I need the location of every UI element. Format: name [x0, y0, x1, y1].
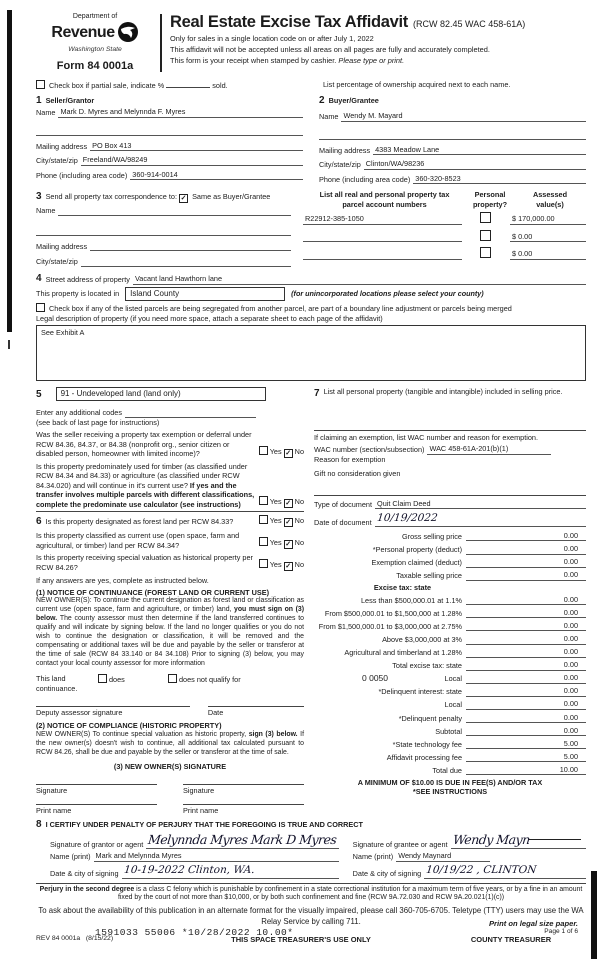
additional-codes-label: Enter any additional codes	[36, 408, 122, 418]
see-instructions-note: *SEE INSTRUCTIONS	[412, 787, 488, 797]
fee-amount[interactable]: 0.00	[466, 660, 586, 670]
exemption-question: Was the seller receiving a property tax exemption or deferral under RCW 84.36, 84.37, or 84.38 (nonprofit org., senior citizen or disabled person, homeowner with limited income)? Yes ✓ No	[36, 430, 304, 459]
buyer-mailing-label: Mailing address	[319, 145, 371, 155]
seller-phone-field[interactable]: 360-914-0014	[130, 170, 303, 180]
fee-row: Total due 10.00	[314, 765, 586, 775]
correspondence-section	[36, 190, 291, 266]
street-address-label: Street address of property	[45, 275, 130, 285]
buyer-section	[319, 94, 586, 184]
parcel-table	[303, 190, 586, 266]
grantee-print-label: Name (print)	[352, 852, 394, 862]
fees-table	[314, 531, 586, 775]
parcel-row	[303, 247, 586, 259]
corr-mailing-field[interactable]	[90, 242, 291, 251]
section-1-number: 1	[36, 95, 42, 107]
current-use-question: Is this property classified as current use (open space, farm and agricultural, or timber) land per RCW 84.34? Yes ✓ No	[36, 531, 304, 550]
personal-property-checkbox[interactable]	[480, 230, 491, 241]
wac-number-field[interactable]: WAC 458-61A-201(b)(1)	[427, 444, 551, 454]
form-number: Form 84 0001a	[56, 60, 134, 73]
fee-amount[interactable]: 0.00	[466, 621, 586, 631]
buyer-phone-label: Phone (including area code)	[319, 174, 411, 184]
revenue-swirl-icon	[117, 21, 139, 45]
partial-percent-field[interactable]	[166, 87, 210, 88]
divider	[36, 883, 586, 884]
same-as-buyer-checkbox[interactable]: ✓	[180, 195, 187, 203]
rev-number: REV 84 0001a (8/15/22)	[36, 934, 114, 942]
buyer-phone-field[interactable]: 360-320-8523	[413, 174, 586, 184]
fee-row: Exemption claimed (deduct) 0.00	[314, 557, 586, 567]
personal-property-section	[314, 387, 586, 400]
section-2-number: 2	[319, 95, 325, 107]
perjury-note: Perjury in the second degree is a class C felony which is punishable by confinement in a state correctional institution for a maximum term of five years, or by a fine in an amount fixed by the court of not more than $10,000, or by both such confinement and fine (RCW 9A.72.030 and RCW 9A.20.021(1)(c))	[39, 885, 583, 902]
no-checkbox[interactable]: ✓	[285, 519, 292, 527]
fee-row: Affidavit processing fee 5.00	[314, 752, 586, 762]
fee-amount[interactable]: 10.00	[466, 765, 586, 775]
washington-state-label: Washington State	[68, 45, 122, 53]
historic-question: Is this property receiving special valuation as historical property per RCW 84.26? Yes ✓ No	[36, 553, 304, 572]
personal-property-checkbox[interactable]	[480, 212, 491, 223]
owner-print-row	[36, 804, 304, 815]
sold-label: sold.	[212, 80, 228, 90]
located-in-label: This property is located in	[36, 289, 120, 299]
grantor-print-label: Name (print)	[50, 852, 91, 862]
owner-signature-field[interactable]: Signature	[36, 784, 157, 795]
dor-logo	[36, 12, 154, 74]
treasurer-use-label: THIS SPACE TREASURER'S USE ONLY	[231, 934, 371, 944]
section-4-number: 4	[36, 272, 42, 284]
fee-row: Taxable selling price 0.00	[314, 570, 586, 580]
deputy-row	[36, 706, 304, 717]
header-subline-2: This affidavit will not be accepted unless all areas on all pages are fully and accurately completed.	[170, 45, 490, 55]
fee-row: From $1,500,000.01 to $3,000,000 at 2.75% 0.00	[314, 621, 586, 631]
legal-description-label: Legal description of property (if you need more space, attach a separate sheet to each page of the affidavit)	[36, 314, 383, 324]
owner-signature-field[interactable]: Signature	[183, 784, 304, 795]
seller-name-field[interactable]: Mark D. Myres and Melynnda F. Myres	[58, 107, 303, 117]
continuance-qualify-row: This land does does not qualify for	[36, 673, 241, 684]
cashier-stamp: 1591033 55006 *10/28/2022 10.00*	[95, 926, 294, 938]
corr-mailing-label: Mailing address	[36, 241, 88, 251]
parcel-row	[303, 230, 586, 242]
section-3-number: 3	[36, 191, 42, 203]
forest-land-question: 6 Is this property designated as forest land per RCW 84.33? Yes ✓ No	[36, 516, 304, 528]
fee-amount[interactable]: 0.00	[466, 557, 586, 567]
doc-date-label: Date of document	[314, 517, 372, 527]
fee-amount[interactable]: 0.00	[466, 647, 586, 657]
doc-type-field[interactable]: Quit Claim Deed	[375, 499, 586, 509]
no-checkbox[interactable]: ✓	[285, 541, 292, 549]
continuance-word: continuance.	[36, 684, 78, 694]
doc-type-label: Type of document	[314, 499, 373, 509]
divider	[36, 511, 304, 512]
notice-continuance-title: (1) NOTICE OF CONTINUANCE (FOREST LAND OR CURRENT USE)	[36, 587, 270, 597]
owner-print-field[interactable]: Print name	[36, 804, 157, 815]
corr-name-field-2[interactable]	[36, 227, 291, 236]
assessed-value-field[interactable]: $ 0.00	[510, 249, 586, 259]
print-note: Print on legal size paper.	[488, 918, 578, 928]
scan-artifact-bar	[591, 871, 597, 959]
fee-amount[interactable]: 5.00	[466, 739, 586, 749]
no-checkbox[interactable]: ✓	[285, 500, 292, 508]
corr-city-label: City/state/zip	[36, 257, 78, 267]
grantor-signature-field[interactable]: Melynnda Myres Mark D Myres	[146, 832, 338, 849]
parcel-number-field[interactable]	[303, 251, 462, 260]
ownership-note: List percentage of ownership acquired next to each name.	[323, 79, 511, 89]
yes-checkbox[interactable]	[259, 496, 268, 505]
certification-section	[36, 818, 586, 878]
left-column	[36, 387, 304, 815]
revenue-wordmark: Revenue	[51, 23, 115, 41]
buyer-name-field[interactable]: Wendy M. Mayard	[341, 111, 586, 121]
fee-amount[interactable]: 0.00	[466, 544, 586, 554]
grantor-date-field[interactable]: 10-19-2022 Clinton, WA.	[122, 864, 339, 879]
page-number: Page 1 of 6	[544, 928, 578, 936]
grantor-sig-label: Signature of grantor or agent	[50, 839, 144, 849]
doc-date-field[interactable]: 10/19/2022	[375, 512, 586, 527]
county-note: (for unincorporated locations please select your county)	[291, 289, 484, 299]
notice-continuance-body: NEW OWNER(S): To continue the current designation as forest land or classification as current use (open space, farm and agriculture, or timber) land, you must sign on (3) below. The county assessor must then determine if the land transferred continues to qualify and will indicate by signing below. If the land no longer qualifies or you do not wish to continue the designation or classification, it will be removed and the compensating or additional taxes will be due and payable by the seller or transferor at the time of sale (RCW 84 33.140 or 84 34.108) Prior to signing (3) below, you may contact your local county assessor for more information	[36, 597, 304, 667]
property-address-section	[36, 272, 586, 381]
legal-description-field[interactable]: See Exhibit A	[36, 325, 586, 381]
partial-sale-label: Check box if partial sale, indicate %	[49, 80, 165, 90]
fee-row: Subtotal 0.00	[314, 726, 586, 736]
assessed-value-field[interactable]: $ 170,000.00	[510, 214, 586, 224]
wac-number-label: WAC number (section/subsection)	[314, 445, 425, 455]
fee-amount[interactable]: 0.00	[466, 595, 586, 605]
buyer-name-field-2[interactable]	[319, 131, 586, 140]
fee-row: *Personal property (deduct) 0.00	[314, 544, 586, 554]
fee-row: *State technology fee 5.00	[314, 739, 586, 749]
owner-signature-row	[36, 784, 304, 795]
see-back-note: (see back of last page for instructions)	[36, 417, 160, 427]
fee-row: Total excise tax: state 0.00	[314, 660, 586, 670]
county-select[interactable]: Island County	[125, 287, 285, 301]
predominate-use-question: Is this property predominately used for timber (as classified under RCW 84.34 and 84.33) or agriculture (as classified under RCW 84.34.020) and will continue in it's current use? If yes and the transfer involves multiple parcels with different classifications, complete the predominate use calculator (see instructions) Yes ✓ No	[36, 461, 304, 509]
fee-row: Agricultural and timberland at 1.28% 0.00	[314, 647, 586, 657]
section-5-number: 5	[36, 388, 42, 400]
certify-statement: I CERTIFY UNDER PENALTY OF PERJURY THAT THE FOREGOING IS TRUE AND CORRECT	[45, 820, 363, 830]
county-treasurer-label: COUNTY TREASURER	[470, 934, 552, 944]
grantee-date-field[interactable]: 10/19/22 , CLINTON	[424, 864, 586, 879]
fee-row: Less than $500,000.01 at 1.1% 0.00	[314, 595, 586, 605]
land-use-code-select[interactable]: 91 - Undeveloped land (land only)	[56, 387, 266, 401]
owner-print-field[interactable]: Print name	[183, 804, 304, 815]
parcel-header: List all real and personal property tax parcel account numbers	[319, 190, 450, 209]
header-divider	[160, 14, 162, 72]
fee-row: From $500,000.01 to $1,500,000 at 1.28% 0.00	[314, 608, 586, 618]
fee-amount[interactable]: 0.00	[466, 699, 586, 709]
fee-amount[interactable]: 0.00	[466, 531, 586, 541]
partial-sale-checkbox[interactable]	[36, 80, 45, 89]
yes-checkbox[interactable]	[259, 515, 268, 524]
yes-checkbox[interactable]	[259, 559, 268, 568]
parcel-number-field[interactable]	[303, 233, 462, 242]
seller-mailing-label: Mailing address	[36, 141, 88, 151]
grantee-print-field[interactable]: Wendy Maynard	[396, 851, 490, 861]
segregated-label: Check box if any of the listed parcels are being segregated from another parcel, are part of a boundary line adjustment or parcels being merged	[49, 303, 512, 313]
fee-row: Gross selling price 0.00	[314, 531, 586, 541]
seller-name-field-2[interactable]	[36, 127, 303, 136]
correspondence-intro: Send all property tax correspondence to:	[45, 192, 177, 202]
corr-city-field[interactable]	[81, 258, 291, 267]
grantee-sig-label: Signature of grantee or agent	[352, 839, 448, 849]
fee-amount[interactable]: 0.00	[466, 726, 586, 736]
section-8-number: 8	[36, 819, 42, 831]
personal-property-header: Personal property?	[472, 190, 508, 209]
fee-amount[interactable]: 0.00	[466, 686, 586, 696]
form-header	[36, 12, 586, 74]
header-subline-1: Only for sales in a single location code on or after July 1, 2022	[170, 34, 374, 44]
local-rate: 0 0050	[362, 672, 388, 683]
yes-checkbox[interactable]	[259, 446, 268, 455]
reason-exemption-value[interactable]: Gift no consideration given	[314, 469, 401, 479]
does-not-checkbox[interactable]	[168, 674, 177, 683]
does-checkbox[interactable]	[98, 674, 107, 683]
no-checkbox[interactable]: ✓	[285, 563, 292, 571]
grantee-signing-block	[353, 832, 586, 878]
grantee-signature-field[interactable]: Wendy Mayn	[451, 832, 586, 849]
scan-artifact-bar	[7, 10, 12, 332]
parcel-row	[303, 212, 586, 224]
parcel-number-field[interactable]: R22912-385-1050	[303, 214, 462, 224]
minimum-due-note: A MINIMUM OF $10.00 IS DUE IN FEE(S) AND/OR TAX	[357, 777, 543, 787]
buyer-city-field[interactable]: Clinton/WA/98236	[364, 159, 586, 169]
segregated-checkbox[interactable]	[36, 303, 45, 312]
form-title-ref: (RCW 82.45 WAC 458-61A)	[413, 19, 526, 29]
yes-checkbox[interactable]	[259, 537, 268, 546]
assessed-value-field[interactable]: $ 0.00	[510, 232, 586, 242]
header-subline-3: This form is your receipt when stamped by cashier. Please type or print.	[170, 55, 405, 65]
no-checkbox[interactable]: ✓	[285, 449, 292, 457]
seller-section	[36, 94, 303, 184]
exemption-note: If claiming an exemption, list WAC number and reason for exemption.	[314, 432, 539, 442]
new-owners-signature-title: (3) NEW OWNER(S) SIGNATURE	[113, 761, 227, 771]
if-yes-note: If any answers are yes, complete as instructed below.	[36, 576, 209, 586]
fee-amount[interactable]: 0.00	[466, 634, 586, 644]
divider	[314, 430, 586, 431]
print-note-block	[489, 919, 578, 937]
seller-mailing-field[interactable]: PO Box 413	[90, 141, 303, 151]
fee-amount[interactable]: 0.00	[466, 713, 586, 723]
same-as-buyer-label: Same as Buyer/Grantee	[192, 192, 271, 202]
deputy-signature-field[interactable]: Deputy assessor signature	[36, 706, 190, 717]
alt-format-note: To ask about the availability of this publication in an alternate format for the visually impaired, please call 360-705-6705. Teletype (TTY) users may use the WA Relay Service by calling 711.	[38, 906, 584, 926]
seller-title: Seller/Grantor	[45, 96, 95, 106]
scan-artifact-tick	[8, 340, 10, 349]
seller-phone-label: Phone (including area code)	[36, 170, 128, 180]
divider	[314, 495, 586, 496]
grantor-date-label: Date & city of signing	[50, 869, 119, 879]
fee-amount[interactable]: 5.00	[466, 752, 586, 762]
notice-compliance-title: (2) NOTICE OF COMPLIANCE (HISTORIC PROPERTY)	[36, 721, 222, 731]
reason-exemption-label: Reason for exemption	[314, 454, 386, 464]
personal-property-checkbox[interactable]	[480, 247, 491, 258]
deputy-date-field[interactable]: Date	[208, 706, 304, 717]
corr-name-field[interactable]	[58, 207, 291, 216]
buyer-name-label: Name	[319, 112, 339, 122]
buyer-title: Buyer/Grantee	[328, 96, 379, 106]
section-6-number: 6	[36, 516, 42, 528]
grantor-signing-block	[36, 832, 339, 878]
corr-name-label: Name	[36, 206, 56, 216]
buyer-city-label: City/state/zip	[319, 160, 361, 170]
seller-city-label: City/state/zip	[36, 156, 78, 166]
additional-codes-field[interactable]	[125, 409, 256, 418]
fee-row: *Delinquent penalty 0.00	[314, 713, 586, 723]
fee-row: Above $3,000,000 at 3% 0.00	[314, 634, 586, 644]
form-title: Real Estate Excise Tax Affidavit	[170, 13, 409, 31]
notice-compliance-body: NEW OWNER(S) To continue special valuation as historic property, sign (3) below. If the new owner(s) doesn't wish to continue, all additional tax calculated pursuant to RCW 84.26, shall be due and payable by the seller or transferor at the time of sale.	[36, 730, 304, 756]
fee-row: Local 0.00	[314, 699, 586, 709]
excise-tax-heading: Excise tax: state	[373, 583, 432, 593]
fee-amount[interactable]: 0.00	[466, 608, 586, 618]
section-7-number: 7	[314, 387, 320, 399]
fee-amount[interactable]: 0.00	[466, 570, 586, 580]
personal-property-title: List all personal property (tangible and intangible) included in selling price.	[323, 386, 563, 396]
fee-row-local: 0 0050 Local 0.00	[314, 673, 586, 683]
grantor-print-field[interactable]: Mark and Melynnda Myres	[94, 851, 339, 861]
seller-name-label: Name	[36, 108, 56, 118]
dept-of-label: Department of	[72, 13, 118, 20]
buyer-mailing-field[interactable]: 4383 Meadow Lane	[373, 145, 586, 155]
street-address-field[interactable]: Vacant land Hawthorn lane	[133, 274, 586, 284]
seller-city-field[interactable]: Freeland/WA/98249	[81, 155, 303, 165]
right-column	[314, 387, 586, 815]
assessed-value-header: Assessed value(s)	[532, 190, 568, 209]
grantee-date-label: Date & city of signing	[352, 869, 422, 879]
fee-amount[interactable]: 0.00	[466, 673, 586, 683]
fee-row: *Delinquent interest: state 0.00	[314, 686, 586, 696]
